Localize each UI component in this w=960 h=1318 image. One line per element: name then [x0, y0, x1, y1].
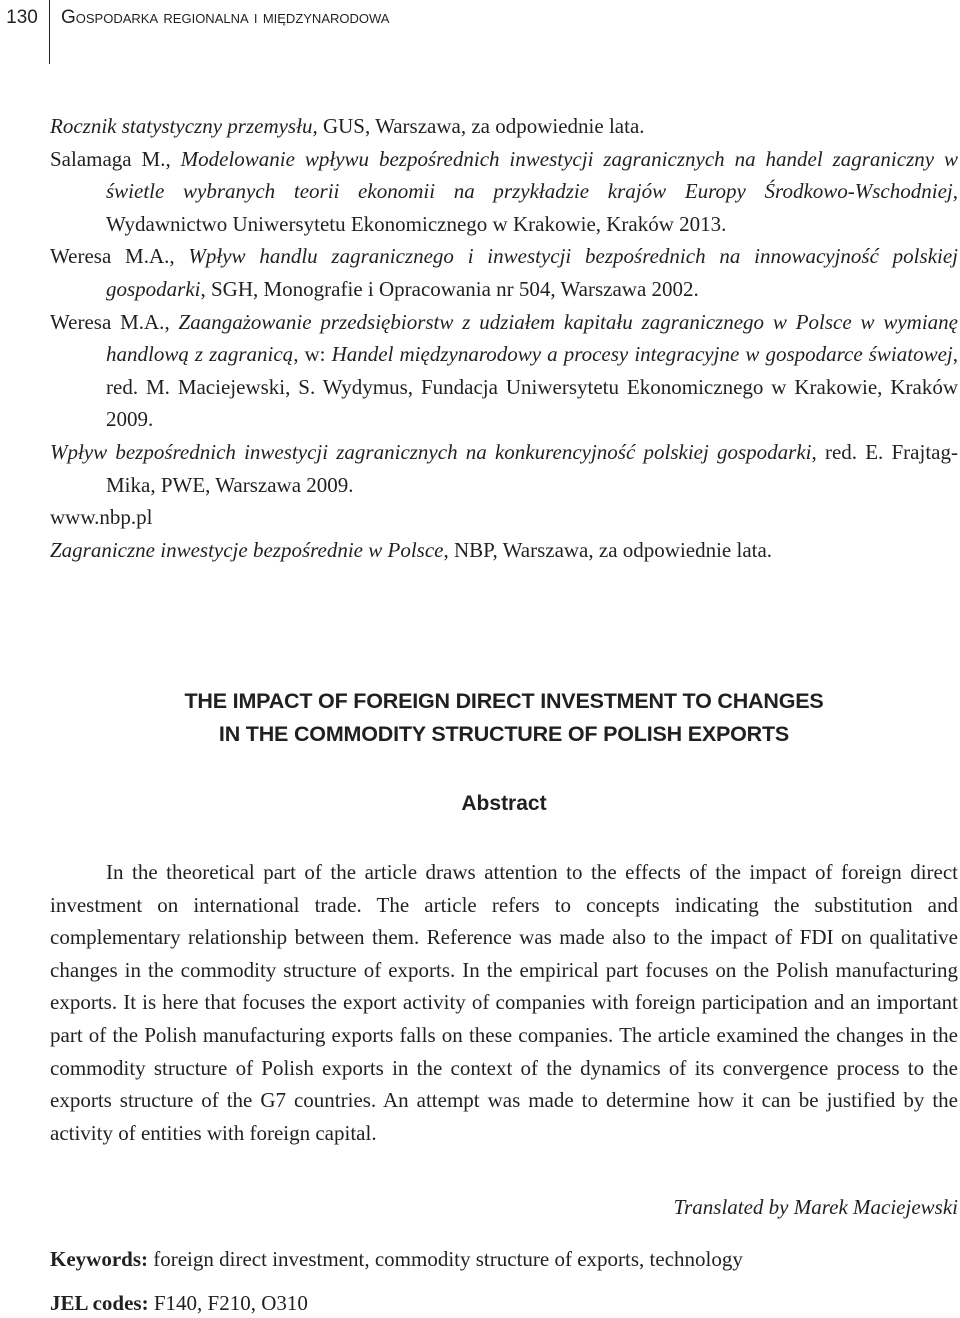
article-title-english	[50, 685, 958, 751]
reference-title: Modelowanie wpływu bezpośrednich inwestycji zagranicznych na handel zagraniczny w świetle wybranych teorii ekonomii na przykładzie krajów Europy Środkowo-Wschodniej	[106, 146, 958, 204]
reference-author: Weresa M.A.	[50, 244, 170, 269]
reference-details: , red. M. Maciejewski, S. Wydymus, Fundacja Uniwersytetu Ekonomicznego w Krakowie, Kraków 2009.	[106, 342, 959, 432]
keywords-label: Keywords:	[50, 1247, 148, 1271]
journal-title: Gospodarka regionalna i międzynarodowa	[61, 7, 390, 28]
header-divider	[49, 0, 50, 64]
reference-title: Wpływ bezpośrednich inwestycji zagranicznych na konkurencyjność polskiej gospodarki	[50, 439, 812, 464]
abstract-text: In the theoretical part of the article draws attention to the effects of the impact of foreign direct investment on international trade. The article refers to concepts indicating the substitution and complementary relationship between them. Reference was made also to the impact of FDI on qualitative changes in the commodity structure of exports. In the empirical part focuses on the Polish manufacturing exports. It is here that focuses the export activity of companies with foreign participation and an important part of the Polish manufacturing exports falls on these companies. The article examined the changes in the commodity structure of Polish exports in the context of the dynamics of its convergence process to the exports structure of the G7 countries. An attempt was made to determine how it can be justified by the activity of entities with foreign capital.	[50, 860, 958, 1145]
reference-title: Zagraniczne inwestycje bezpośrednie w Polsce	[50, 537, 444, 562]
reference-details: , red. E. Frajtag-Mika, PWE, Warszawa 2009.	[106, 439, 958, 497]
reference-details: , GUS, Warszawa, za odpowiednie lata.	[312, 114, 645, 138]
page-number: 130	[6, 7, 38, 28]
reference-details: , Wydawnictwo Uniwersytetu Ekonomicznego w Krakowie, Kraków 2013.	[106, 179, 958, 236]
reference-url: www.nbp.pl	[50, 505, 153, 530]
reference-book-title: Handel międzynarodowy a procesy integracyjne w gospodarce światowej	[331, 342, 953, 367]
keywords-line	[50, 1244, 743, 1274]
jel-codes-value: F140, F210, O310	[148, 1291, 308, 1315]
bibliography-entry: Weresa M.A., Zaangażowanie przedsiębiorstw z udziałem kapitału zagranicznego w Polsce w wymianę handlową z zagranicą, w: Handel międzynarodowy a procesy integracyjne w gospodarce światowej, red. M. Maciejewski, S. Wydymus, Fundacja Uniwersytetu Ekonomicznego w Krakowie, Kraków 2009.	[50, 309, 959, 432]
reference-author: Salamaga M.	[50, 146, 166, 171]
title-line: IN THE COMMODITY STRUCTURE OF POLISH EXPORTS	[218, 722, 790, 746]
bibliography-entry	[50, 436, 958, 501]
bibliography-entry: Weresa M.A., Wpływ handlu zagranicznego i inwestycji bezpośrednich na innowacyjność polskiej gospodarki, SGH, Monografie i Opracowania nr 504, Warszawa 2002.	[50, 244, 959, 301]
translator-credit: Translated by Marek Maciejewski	[673, 1195, 958, 1219]
jel-codes-line	[50, 1288, 308, 1318]
reference-author: Weresa M.A.	[50, 309, 165, 334]
reference-details: , SGH, Monografie i Opracowania nr 504, Warszawa 2002.	[200, 276, 699, 301]
bibliography	[50, 110, 958, 566]
bibliography-entry: Salamaga M., Modelowanie wpływu bezpośrednich inwestycji zagranicznych na handel zagraniczny w świetle wybranych teorii ekonomii na przykładzie krajów Europy Środkowo-Wschodniej, Wydawnictwo Uniwersytetu Ekonomicznego w Krakowie, Kraków 2013.	[50, 146, 958, 236]
reference-connector: , w:	[293, 342, 332, 367]
reference-title: Rocznik statystyczny przemysłu	[50, 114, 313, 138]
reference-title: Wpływ handlu zagranicznego i inwestycji bezpośrednich na innowacyjność polskiej gospodarki	[106, 244, 959, 301]
reference-details: , NBP, Warszawa, za odpowiednie lata.	[443, 537, 773, 562]
keywords-value: foreign direct investment, commodity structure of exports, technology	[148, 1247, 743, 1271]
abstract-heading: Abstract	[461, 792, 547, 815]
bibliography-entry	[50, 110, 958, 143]
bibliography-entry	[50, 534, 958, 567]
title-line: THE IMPACT OF FOREIGN DIRECT INVESTMENT TO CHANGES	[184, 689, 824, 713]
jel-codes-label: JEL codes:	[50, 1291, 149, 1315]
bibliography-entry	[50, 501, 958, 534]
running-header	[0, 0, 960, 64]
reference-title: Zaangażowanie przedsiębiorstw z udziałem kapitału zagranicznego w Polsce w wymianę handlową z zagranicą	[106, 309, 959, 367]
